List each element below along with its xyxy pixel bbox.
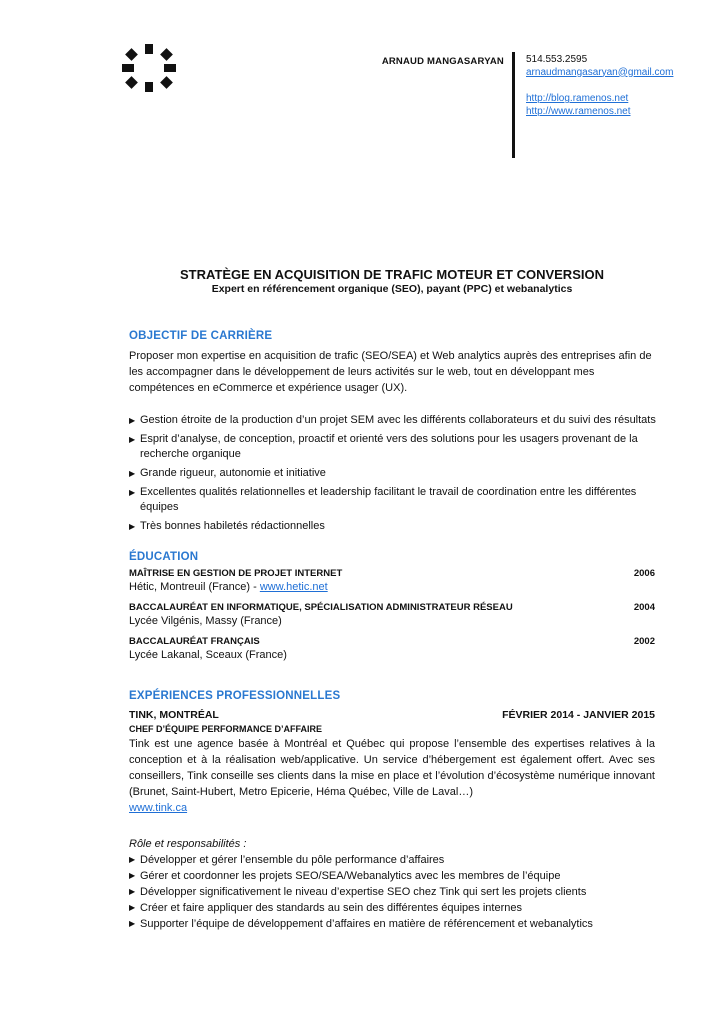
experience-dates: FÉVRIER 2014 - JANVIER 2015	[502, 709, 655, 721]
subheadline: Expert en référencement organique (SEO), payant (PPC) et webanalytics	[211, 283, 573, 295]
list-item: ▶ Gestion étroite de la production d’un projet SEM avec les différents collaborateurs et du suivi des résultats	[129, 414, 656, 426]
education-heading: ÉDUCATION	[129, 551, 199, 563]
degree-year: 2002	[633, 636, 655, 647]
objective-paragraph: Proposer mon expertise en acquisition de trafic (SEO/SEA) et Web analytics auprès des entreprises afin de les accompagner dans le développement de leurs activités sur le web, tout en développant mes compétences en eCommerce et expérience usager (UX).	[129, 350, 652, 394]
triangle-bullet-icon: ▶	[129, 887, 136, 896]
list-item: ▶ Gérer et coordonner les projets SEO/SEA/Webanalytics avec les membres de l’équipe	[129, 870, 561, 882]
education-entry	[129, 636, 655, 663]
experience-heading: EXPÉRIENCES PROFESSIONNELLES	[129, 690, 341, 702]
phone-number: 514.553.2595	[526, 54, 588, 65]
school-link[interactable]: www.hetic.net	[259, 581, 328, 593]
list-item: ▶ Supporter l’équipe de développement d’affaires en matière de référencement et webanalytics	[129, 918, 593, 930]
list-item: ▶ Créer et faire appliquer des standards au sein des différentes équipes internes	[129, 902, 522, 914]
triangle-bullet-icon: ▶	[129, 919, 136, 928]
list-item: ▶ Grande rigueur, autonomie et initiative	[129, 467, 326, 479]
degree-title: BACCALAURÉAT EN INFORMATIQUE, SPÉCIALISATION ADMINISTRATEUR RÉSEAU	[129, 602, 513, 613]
triangle-bullet-icon: ▶	[129, 871, 136, 880]
objective-bullet-list	[129, 413, 657, 534]
education-entry	[129, 602, 655, 629]
header-divider	[512, 52, 515, 158]
degree-title: BACCALAURÉAT FRANÇAIS	[129, 636, 260, 647]
asterisk-logo-icon	[120, 42, 178, 94]
candidate-name: ARNAUD MANGASARYAN	[381, 56, 504, 67]
company-description: Tink est une agence basée à Montréal et Québec qui propose l’ensemble des expertises relatives à la conception et à la réalisation web/applicative. Un service d’hébergement est également offert. Avec ses conseillers, Tink conseille ses clients dans la mise en place et l’évolution d’écosystème numérique innovant (Brunet, Saint-Hubert, Metro Epicerie, Héma Québec, Ville de Laval…)	[129, 738, 655, 798]
triangle-bullet-icon: ▶	[129, 855, 136, 864]
blog-link[interactable]: http://blog.ramenos.net	[526, 93, 629, 104]
headline: STRATÈGE EN ACQUISITION DE TRAFIC MOTEUR ET CONVERSION	[180, 267, 604, 282]
company-link[interactable]: www.tink.ca	[129, 802, 188, 814]
responsibilities-list	[129, 852, 655, 932]
education-entry	[129, 568, 655, 595]
degree-title: MAÎTRISE EN GESTION DE PROJET INTERNET	[129, 568, 343, 579]
triangle-bullet-icon: ▶	[129, 435, 136, 444]
list-item: ▶ Très bonnes habiletés rédactionnelles	[129, 520, 325, 532]
triangle-bullet-icon: ▶	[129, 488, 136, 497]
triangle-bullet-icon: ▶	[129, 469, 136, 478]
triangle-bullet-icon: ▶	[129, 416, 136, 425]
website-link[interactable]: http://www.ramenos.net	[526, 105, 631, 117]
company-name: TINK, MONTRÉAL	[129, 709, 219, 721]
list-item: ▶ Développer et gérer l’ensemble du pôle performance d’affaires	[129, 854, 445, 866]
triangle-bullet-icon: ▶	[129, 522, 136, 531]
objective-heading: OBJECTIF DE CARRIÈRE	[129, 330, 273, 342]
contact-block	[526, 54, 673, 118]
experience-section	[129, 690, 655, 932]
list-item: ▶ Développer significativement le niveau d’expertise SEO chez Tink qui sert les projets clients	[129, 886, 587, 898]
responsibilities-label: Rôle et responsabilités :	[129, 838, 247, 850]
school-name: Lycée Vilgénis, Massy (France)	[129, 615, 282, 627]
school-name: Lycée Lakanal, Sceaux (France)	[129, 649, 287, 661]
email-link[interactable]: arnaudmangasaryan@gmail.com	[526, 66, 674, 78]
school-name: Hétic, Montreuil (France) -	[129, 581, 260, 593]
triangle-bullet-icon: ▶	[129, 903, 136, 912]
job-title: CHEF D’ÉQUIPE PERFORMANCE D’AFFAIRE	[129, 724, 323, 734]
degree-year: 2006	[633, 568, 655, 579]
list-item: ▶ Esprit d’analyse, de conception, proactif et orienté vers des solutions pour les usagers provenant de la recherche organique	[129, 433, 638, 460]
objective-section	[129, 330, 657, 538]
list-item: ▶ Excellentes qualités relationnelles et leadership facilitant le travail de coordination entre les différentes équipes	[129, 486, 637, 513]
degree-year: 2004	[633, 602, 655, 613]
education-section	[129, 551, 655, 670]
